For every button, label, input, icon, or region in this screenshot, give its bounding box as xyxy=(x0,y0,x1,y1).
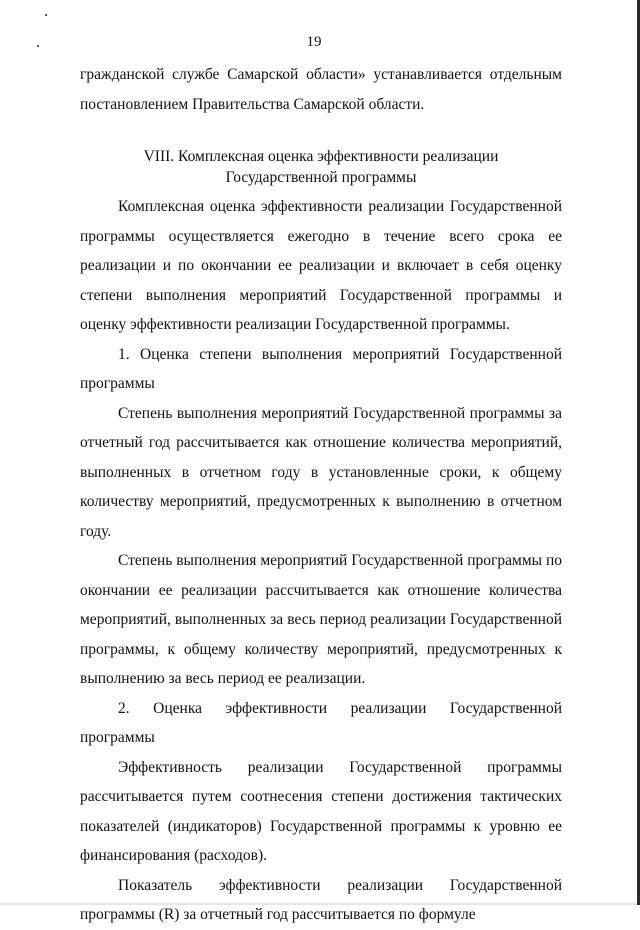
paragraph-period-degree: Степень выполнения мероприятий Государственной программы по окончании ее реализации рассчитывается как отношение количества мероприятий, выполненных за весь период реализации Государственной программы, к общему количеству мероприятий, предусмотренных к выполнению за весь период ее реализации. xyxy=(80,552,562,687)
paragraph-subheading-2: 2. Оценка эффективности реализации Государственной программы xyxy=(80,699,562,746)
paragraph-comprehensive-assessment: Комплексная оценка эффективности реализации Государственной программы осуществляется ежегодно в течение всего срока ее реализации и по окончании ее реализации и включает в себя оценку степени выполнения мероприятий Государственной программы и оценку эффективности реализации Государственной программы. xyxy=(80,198,562,333)
section-heading-line-1: VIII. Комплексная оценка эффективности реализации xyxy=(143,148,499,165)
body-text-block xyxy=(80,192,562,930)
paragraph-subheading-1: 1. Оценка степени выполнения мероприятий Государственной программы xyxy=(80,345,562,392)
scan-speck xyxy=(45,14,47,16)
paragraph-yearly-degree: Степень выполнения мероприятий Государственной программы за отчетный год рассчитывается как отношение количества мероприятий, выполненных в отчетном году в установленные сроки, к общему количеству мероприятий, предусмотренных к выполнению в отчетном году. xyxy=(80,404,562,540)
paragraph-efficiency: Эффективность реализации Государственной программы рассчитывается путем соотнесения степени достижения тактических показателей (индикаторов) Государственной программы к уровню ее финансирования (расходов). xyxy=(80,758,562,864)
section-heading-line-2: Государственной программы xyxy=(225,169,417,186)
paragraph-indicator-formula: Показатель эффективности реализации Государственной программы (R) за отчетный год рассчитывается по формуле xyxy=(80,876,562,923)
page-number: 19 xyxy=(306,34,322,50)
lead-paragraph: гражданской службе Самарской области» устанавливается отдельным постановлением Правительства Самарской области. xyxy=(80,66,562,113)
section-heading xyxy=(80,146,562,188)
lead-text-block xyxy=(80,60,562,119)
